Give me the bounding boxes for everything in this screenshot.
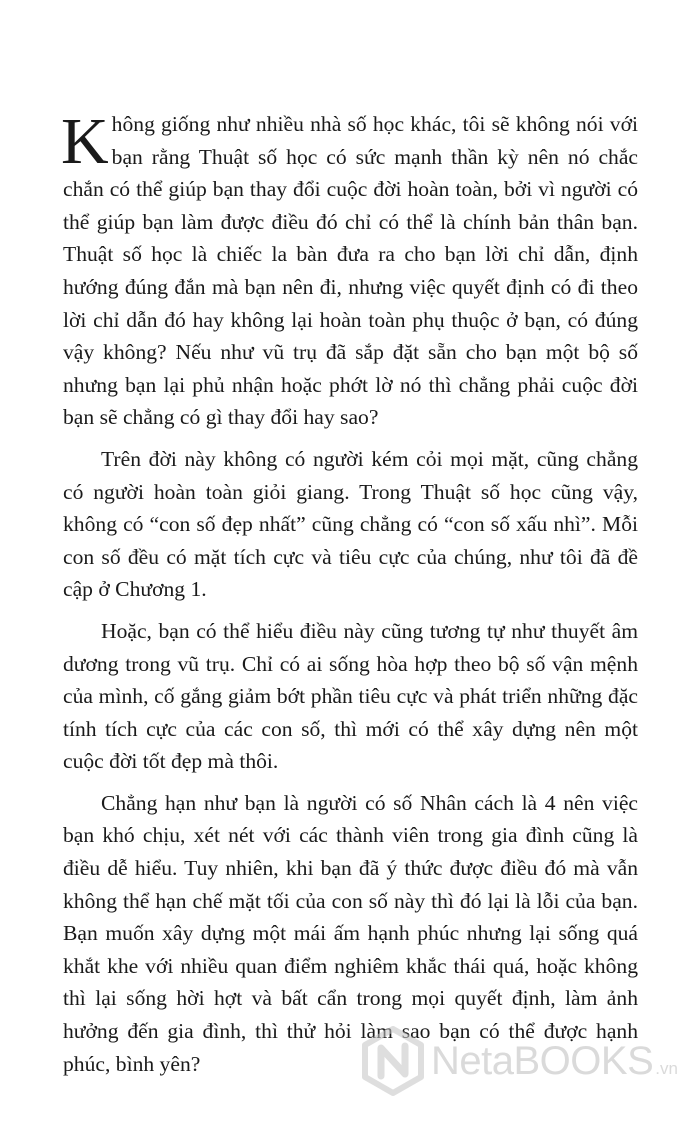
drop-cap: K xyxy=(61,105,109,178)
paragraph-4: Chẳng hạn như bạn là người có số Nhân cách là 4 nên việc bạn khó chịu, xét nét với các thành viên trong gia đình cũng là điều dễ hiểu. Tuy nhiên, khi bạn đã ý thức được điều đó mà vẫn không thể hạn chế mặt tối của con số này thì đó lại là lỗi của bạn. Bạn muốn xây dựng một mái ấm hạnh phúc nhưng lại sống quá khắt khe với nhiều quan điểm nghiêm khắc thái quá, hoặc không thì lại sống hời hợt và bất cẩn trong mọi quyết định, làm ảnh hưởng đến gia đình, thì thử hỏi làm sao bạn có thể được hạnh phúc, bình yên? xyxy=(63,790,638,1076)
paragraph-1 xyxy=(61,105,638,434)
paragraph-2: Trên đời này không có người kém cỏi mọi mặt, cũng chẳng có người hoàn toàn giỏi giang. Trong Thuật số học cũng vậy, không có “con số đẹp nhất” cũng chẳng có “con số xấu nhì”. Mỗi con số đều có mặt tích cực và tiêu cực của chúng, như tôi đã đề cập ở Chương 1. xyxy=(63,446,638,602)
paragraph-1-text: hông giống như nhiều nhà số học khác, tôi sẽ không nói với bạn rằng Thuật số học có sức mạnh thần kỳ nên nó chắc chắn có thể giúp bạn thay đổi cuộc đời hoàn toàn, bởi vì người có thể giúp bạn làm được điều đó chỉ có thể là chính bản thân bạn. Thuật số học là chiếc la bàn đưa ra cho bạn lời chỉ dẫn, định hướng đúng đắn mà bạn nên đi, nhưng việc quyết định có đi theo lời chỉ dẫn đó hay không lại hoàn toàn phụ thuộc ở bạn, có đúng vậy không? Nếu như vũ trụ đã sắp đặt sẵn cho bạn một bộ số nhưng bạn lại phủ nhận hoặc phớt lờ nó thì chẳng phải cuộc đời bạn sẽ chẳng có gì thay đổi hay sao? xyxy=(63,112,638,430)
watermark-suffix: .vn xyxy=(655,1059,678,1078)
book-page-text xyxy=(61,105,638,1089)
neta-logo-icon xyxy=(361,1026,425,1096)
watermark-brand: NetaBOOKS xyxy=(431,1038,654,1083)
paragraph-3: Hoặc, bạn có thể hiểu điều này cũng tương tự như thuyết âm dương trong vũ trụ. Chỉ có ai sống hòa hợp theo bộ số vận mệnh của mình, cố gắng giảm bớt phần tiêu cực và phát triển những đặc tính tích cực của các con số, thì mới có thể xây dựng nên một cuộc đời tốt đẹp mà thôi. xyxy=(63,618,638,774)
netabooks-watermark xyxy=(361,1021,691,1101)
